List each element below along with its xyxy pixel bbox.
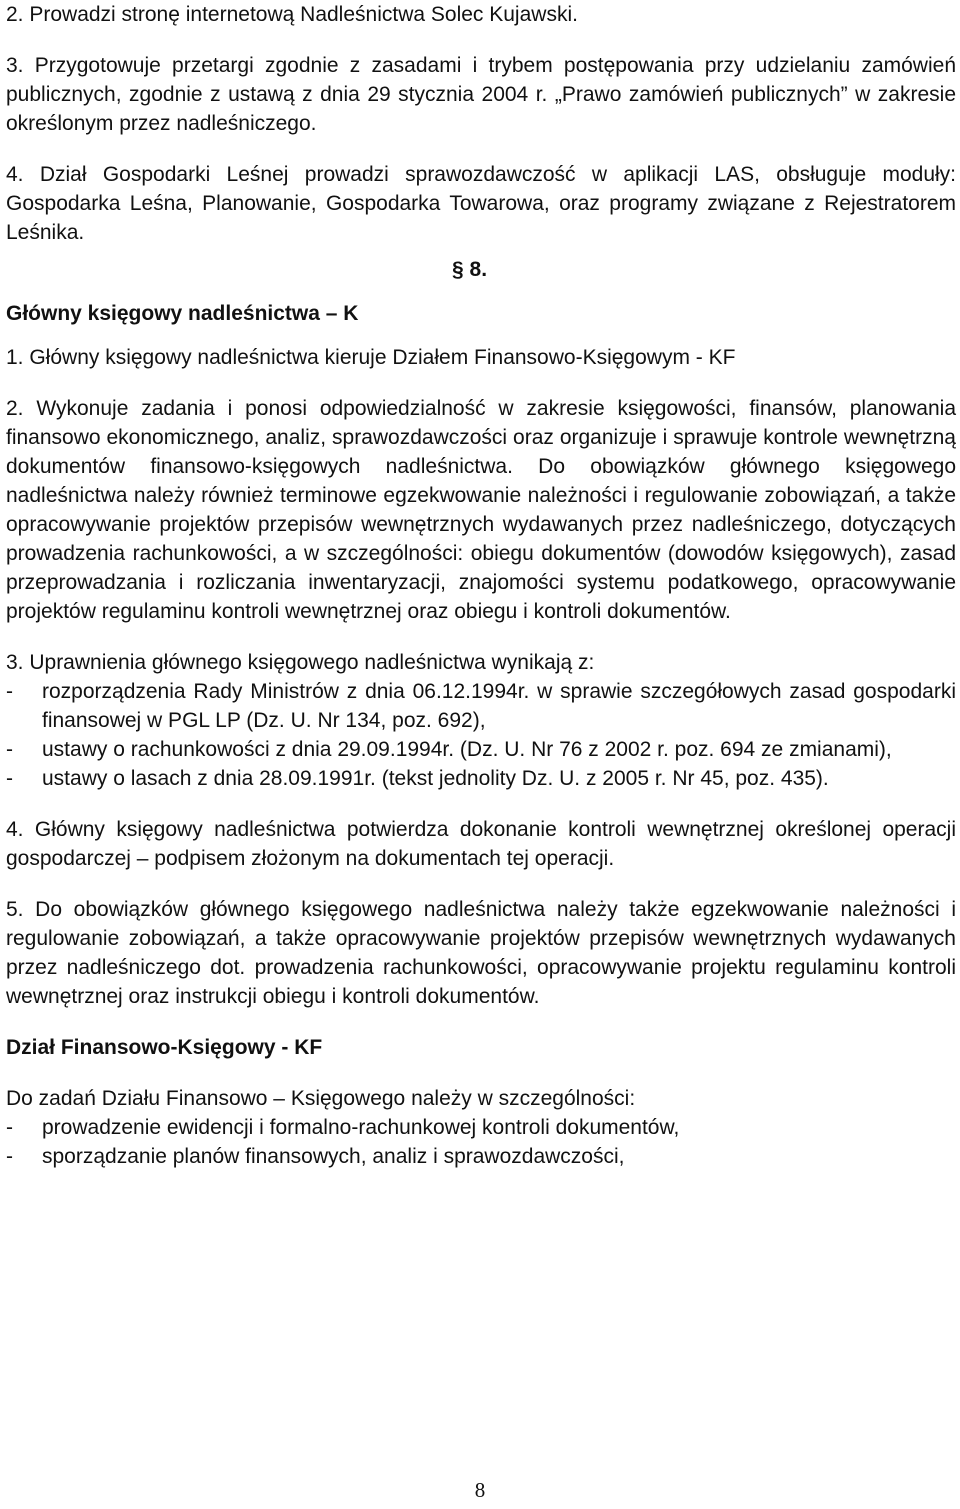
kf-tasks-intro: Do zadań Działu Finansowo – Księgowego należy w szczególności: [6,1087,636,1110]
list-dash: - [6,767,13,790]
list-dash: - [6,680,13,703]
list-item-text: ustawy o rachunkowości z dnia 29.09.1994r. (Dz. U. Nr 76 z 2002 r. poz. 694 ze zmianami), [42,738,892,761]
list-dash: - [6,738,13,761]
kf-task-item [6,1142,956,1171]
list-item-text: prowadzenie ewidencji i formalno-rachunkowej kontroli dokumentów, [42,1116,680,1139]
item-3-tenders: 3. Przygotowuje przetargi zgodnie z zasadami i trybem postępowania przy udzielaniu zamówień publicznych, zgodnie z ustawą z dnia 29 stycznia 2004 r. „Prawo zamówień publicznych” w zakresie określonym przez nadleśniczego. [6,54,956,135]
list-dash: - [6,1116,13,1139]
paragraph-number: § 8. [452,258,488,281]
item-4-forest-department: 4. Dział Gospodarki Leśnej prowadzi sprawozdawczość w aplikacji LAS, obsługuje moduły: Gospodarka Leśna, Planowanie, Gospodarka Towarowa, oraz programy związane z Rejestratorem Leśnika. [6,163,956,244]
section-title: Główny księgowy nadleśnictwa – K [6,302,359,325]
item-4-internal-control: 4. Główny księgowy nadleśnictwa potwierdza dokonanie kontroli wewnętrznej określonej operacji gospodarczej – podpisem złożonym na dokumentach tej operacji. [6,818,956,870]
item-3-rights-intro: 3. Uprawnienia głównego księgowego nadleśnictwa wynikają z: [6,651,595,674]
item-2-website: 2. Prowadzi stronę internetową Nadleśnictwa Solec Kujawski. [6,3,578,26]
item-5-obligations: 5. Do obowiązków głównego księgowego nadleśnictwa należy także egzekwowanie należności i regulowanie zobowiązań, a także opracowywanie projektów przepisów wewnętrznych wydawanych przez nadleśniczego dot. prowadzenia rachunkowości, opracowywanie projektu regulaminu kontroli wewnętrznej oraz instrukcji obiegu i kontroli dokumentów. [6,898,956,1008]
item-1-manages: 1. Główny księgowy nadleśnictwa kieruje Działem Finansowo-Księgowym - KF [6,346,736,369]
rights-list-item [6,677,956,735]
list-item-text: ustawy o lasach z dnia 28.09.1991r. (tekst jednolity Dz. U. z 2005 r. Nr 45, poz. 435). [42,767,829,790]
list-dash: - [6,1145,13,1168]
document-page [6,0,956,1171]
list-item-text: sporządzanie planów finansowych, analiz i sprawozdawczości, [42,1145,625,1168]
rights-list-item [6,764,956,793]
list-item-text: rozporządzenia Rady Ministrów z dnia 06.12.1994r. w sprawie szczegółowych zasad gospodarki finansowej w PGL LP (Dz. U. Nr 134, poz. 692), [42,680,956,732]
section-heading-row [6,247,956,343]
rights-list-item [6,735,956,764]
kf-task-item [6,1113,956,1142]
kf-department-title: Dział Finansowo-Księgowy - KF [6,1036,323,1059]
item-2-duties: 2. Wykonuje zadania i ponosi odpowiedzialność w zakresie księgowości, finansów, planowania finansowo ekonomicznego, analiz, sprawozdawczości oraz organizuje i sprawuje kontrole wewnętrzną dokumentów finansowo-księgowych nadleśnictwa. Do obowiązków głównego księgowego nadleśnictwa należy również terminowe egzekwowanie należności i regulowanie zobowiązań, a także opracowywanie projektów przepisów wewnętrznych wydawanych przez nadleśniczego, dotyczących prowadzenia rachunkowości, a w szczególności: obiegu dokumentów (dowodów księgowych), zasad przeprowadzania i rozliczania inwentaryzacji, znajomości systemu podatkowego, opracowywanie projektów regulaminu kontroli wewnętrznej oraz obiegu i kontroli dokumentów. [6,397,956,623]
page-number: 8 [474,1478,486,1502]
